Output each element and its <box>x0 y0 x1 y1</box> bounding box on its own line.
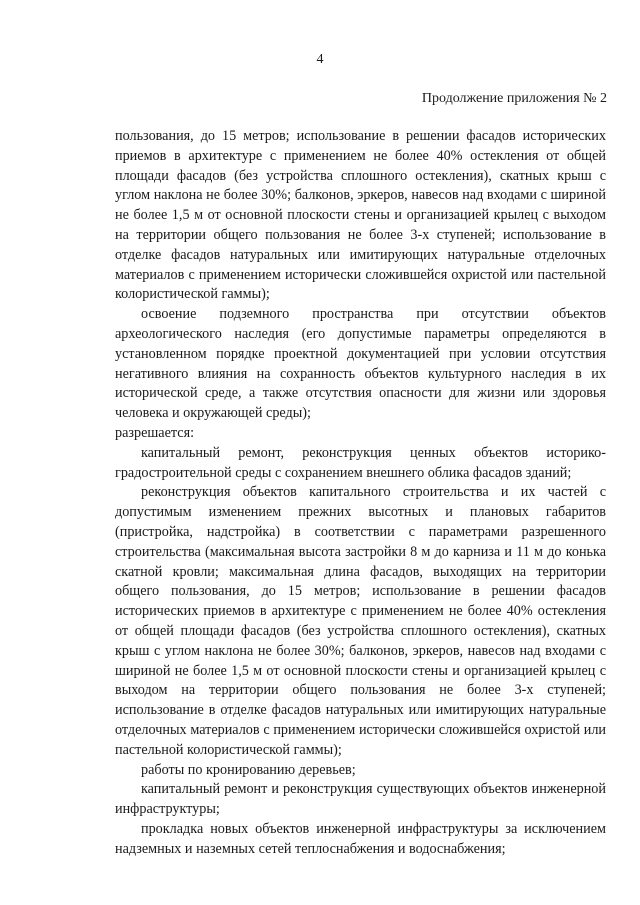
paragraph: капитальный ремонт и реконструкция существующих объектов инженерной инфраструктуры; <box>115 781 606 818</box>
paragraph: разрешается: <box>115 424 195 441</box>
paragraph: прокладка новых объектов инженерной инфраструктуры за исключением надземных и наземных сетей теплоснабжения и водоснабжения; <box>115 820 606 857</box>
paragraph: освоение подземного пространства при отсутствии объектов археологического наследия (его допустимые параметры определяются в установленном порядке проектной документацией при условии отсутствия негативного влияния на сохранность объектов культурного наследия в их исторической среде, а также отсутствия опасности для жизни или здоровья человека и окружающей среды); <box>115 306 606 422</box>
paragraph: пользования, до 15 метров; использование в решении фасадов исторических приемов в архитектуре с применением не более 40% остекления от общей площади фасадов (без устройства сплошного остекления), скатных крыш с углом наклона не более 30%; балконов, эркеров, навесов над входами с шириной не более 1,5 м от основной плоскости стены и организацией крылец с выходом на территории общего пользования не более 3-х ступеней; использование в отделке фасадов натуральных или имитирующих натуральные отделочных материалов с применением исторически сложившейся охристой или пастельной колористической гаммы); <box>115 128 606 303</box>
appendix-continuation-note: Продолжение приложения № 2 <box>421 91 607 106</box>
page-number: 4 <box>316 52 324 67</box>
paragraph: капитальный ремонт, реконструкция ценных объектов историко-градостроительной среды с сохранением внешнего облика фасадов зданий; <box>115 444 606 481</box>
paragraph: работы по кронированию деревьев; <box>141 761 356 778</box>
body-text <box>115 127 606 859</box>
paragraph: реконструкция объектов капитального строительства и их частей с допустимым изменением прежних высотных и плановых габаритов (пристройка, надстройка) в соответствии с параметрами разрешенного строительства (максимальная высота застройки 8 м до карниза и 11 м до конька скатной кровли; максимальная длина фасадов, выходящих на территории общего пользования, до 15 метров; использование в решении фасадов исторических приемов в архитектуре с применением не более 40% остекления от общей площади фасадов (без устройства сплошного остекления), скатных крыш с углом наклона не более 30%; балконов, эркеров, навесов над входами с шириной не более 1,5 м от основной плоскости стены и организацией крылец с выходом на территории общего пользования не более 3-х ступеней; использование в отделке фасадов натуральных или имитирующих натуральные отделочных материалов с применением исторически сложившейся охристой или пастельной колористической гаммы); <box>115 484 606 758</box>
